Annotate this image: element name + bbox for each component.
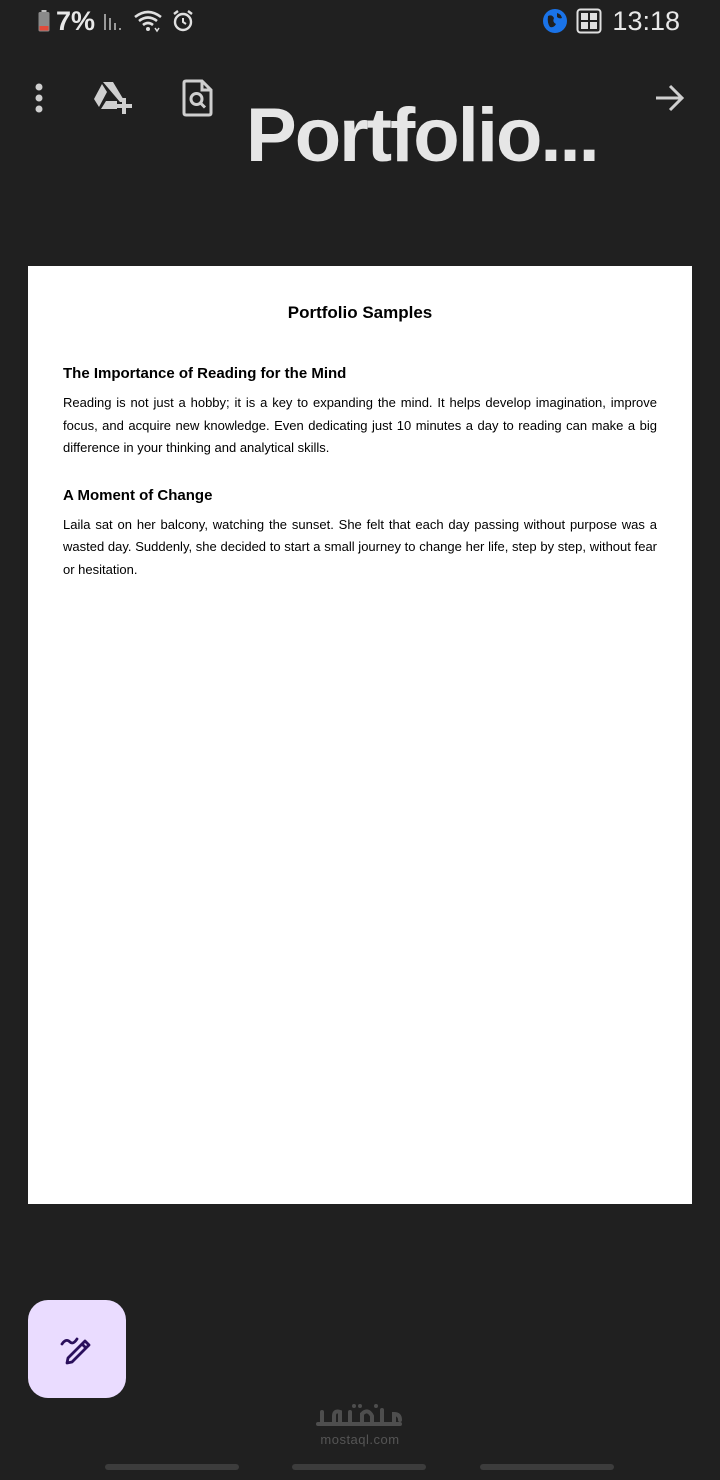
mostaql-logo <box>314 1402 406 1432</box>
find-in-document-button[interactable] <box>176 76 220 120</box>
alarm-icon <box>171 9 195 33</box>
section-body: Laila sat on her balcony, watching the sunset. She felt that each day passing without purpose was a wasted day. Suddenly, she decided to start a small journey to change her life, step by step, without fear or hesitation. <box>63 516 657 577</box>
clock: 13:18 <box>612 5 680 36</box>
edit-pen-icon <box>58 1330 96 1368</box>
section-body: Reading is not just a hobby; it is a key to expanding the mind. It helps develop imagination, improve focus, and acquire new knowledge. Even dedicating just 10 minutes a day to reading can make a big difference in your thinking and analytical skills. <box>63 395 657 455</box>
status-right <box>542 6 680 36</box>
arrow-forward-icon <box>654 83 686 113</box>
watermark-text: mostaql.com <box>320 1432 400 1447</box>
section-heading: The Importance of Reading for the Mind <box>63 365 347 382</box>
search-document-icon <box>182 79 214 117</box>
signal-icon <box>103 10 125 32</box>
document-title: Portfolio... <box>246 93 598 178</box>
watermark <box>300 1402 420 1447</box>
wifi-icon <box>133 8 163 34</box>
section-heading: A Moment of Change <box>63 486 213 504</box>
nav-handle-left[interactable] <box>105 1464 239 1470</box>
navigation-bar <box>0 1464 720 1472</box>
document-page[interactable] <box>28 266 692 1204</box>
battery-low-icon <box>38 10 50 32</box>
vpn-globe-icon <box>542 8 568 34</box>
more-vert-icon <box>34 83 44 113</box>
more-options-button[interactable] <box>22 78 56 118</box>
status-bar <box>0 0 720 44</box>
page-title: Portfolio Samples <box>287 303 433 322</box>
next-button[interactable] <box>648 76 692 120</box>
edit-fab[interactable] <box>28 1300 126 1398</box>
nav-handle-right[interactable] <box>480 1464 614 1470</box>
toolbar <box>0 70 720 190</box>
battery-percentage: 7% <box>56 5 96 36</box>
add-to-drive-button[interactable] <box>88 76 138 120</box>
drive-add-icon <box>91 80 135 116</box>
status-left <box>38 6 203 36</box>
grid-app-icon <box>576 8 602 34</box>
nav-handle-center[interactable] <box>292 1464 426 1470</box>
